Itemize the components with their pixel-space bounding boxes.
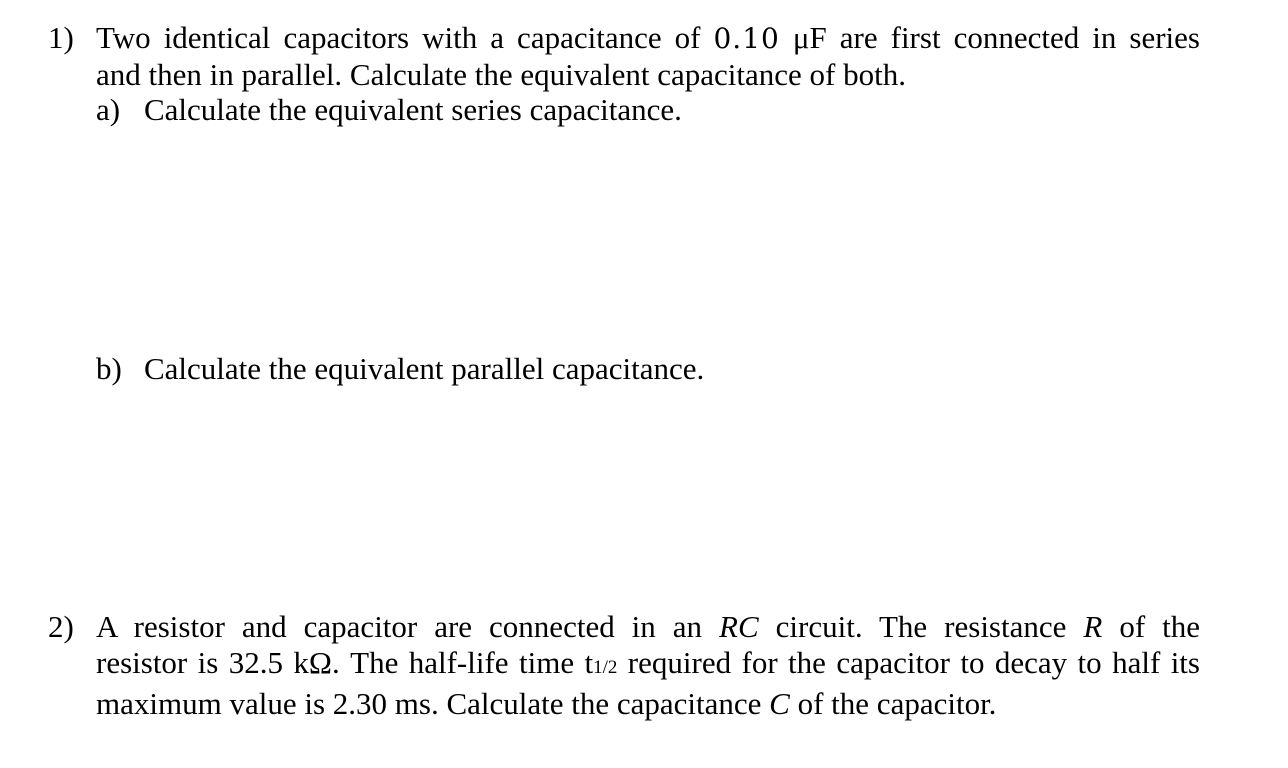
part-b-label: b) (96, 351, 122, 386)
problem-2-line-1-text-mid: circuit. The resistance (758, 609, 1084, 644)
part-a-label: a) (96, 92, 121, 127)
rc-variable: RC (719, 609, 759, 644)
problem-1 (48, 20, 1200, 93)
problem-2-line-1-text-after: of the (1102, 609, 1200, 644)
c-variable: C (769, 686, 790, 721)
problem-1-line-1-text-after: are first connected in series (826, 20, 1200, 55)
part-b-text: Calculate the equivalent parallel capacitance. (144, 351, 705, 386)
problem-2-line-2-text-before: resistor is 32.5 kΩ. The half-life time t (96, 645, 594, 680)
problem-2-line-2-text-after: required for the capacitor to decay to half its (617, 645, 1200, 680)
problem-2-line-2 (96, 645, 1200, 686)
problem-2 (48, 609, 1200, 722)
problem-1-number: 1) (48, 20, 74, 55)
problem-2-line-1-text-before: A resistor and capacitor are connected in an (96, 609, 720, 644)
problem-2-line-1 (96, 609, 1200, 645)
problem-2-line-3-text-after: of the capacitor. (789, 686, 997, 721)
half-life-subscript: 1/2 (593, 657, 618, 678)
capacitance-value: 0.10 (713, 22, 780, 55)
problem-2-line-3 (96, 686, 1200, 722)
part-a-text: Calculate the equivalent series capacitance. (144, 92, 682, 127)
problem-2-line-3-text-before: maximum value is 2.30 ms. Calculate the capacitance (96, 686, 770, 721)
r-variable: R (1083, 609, 1103, 644)
problem-1-line-2: and then in parallel. Calculate the equivalent capacitance of both. (96, 57, 906, 92)
capacitance-unit: μF (779, 20, 827, 55)
problem-1-part-b (96, 351, 1196, 387)
problem-1-statement (96, 20, 1200, 93)
problem-2-statement (96, 609, 1200, 722)
problem-2-number: 2) (48, 609, 74, 644)
problem-1-line-1 (96, 20, 1200, 57)
problem-1-part-a (96, 92, 1196, 128)
problem-1-line-1-text-before: Two identical capacitors with a capacitance of (96, 20, 714, 55)
